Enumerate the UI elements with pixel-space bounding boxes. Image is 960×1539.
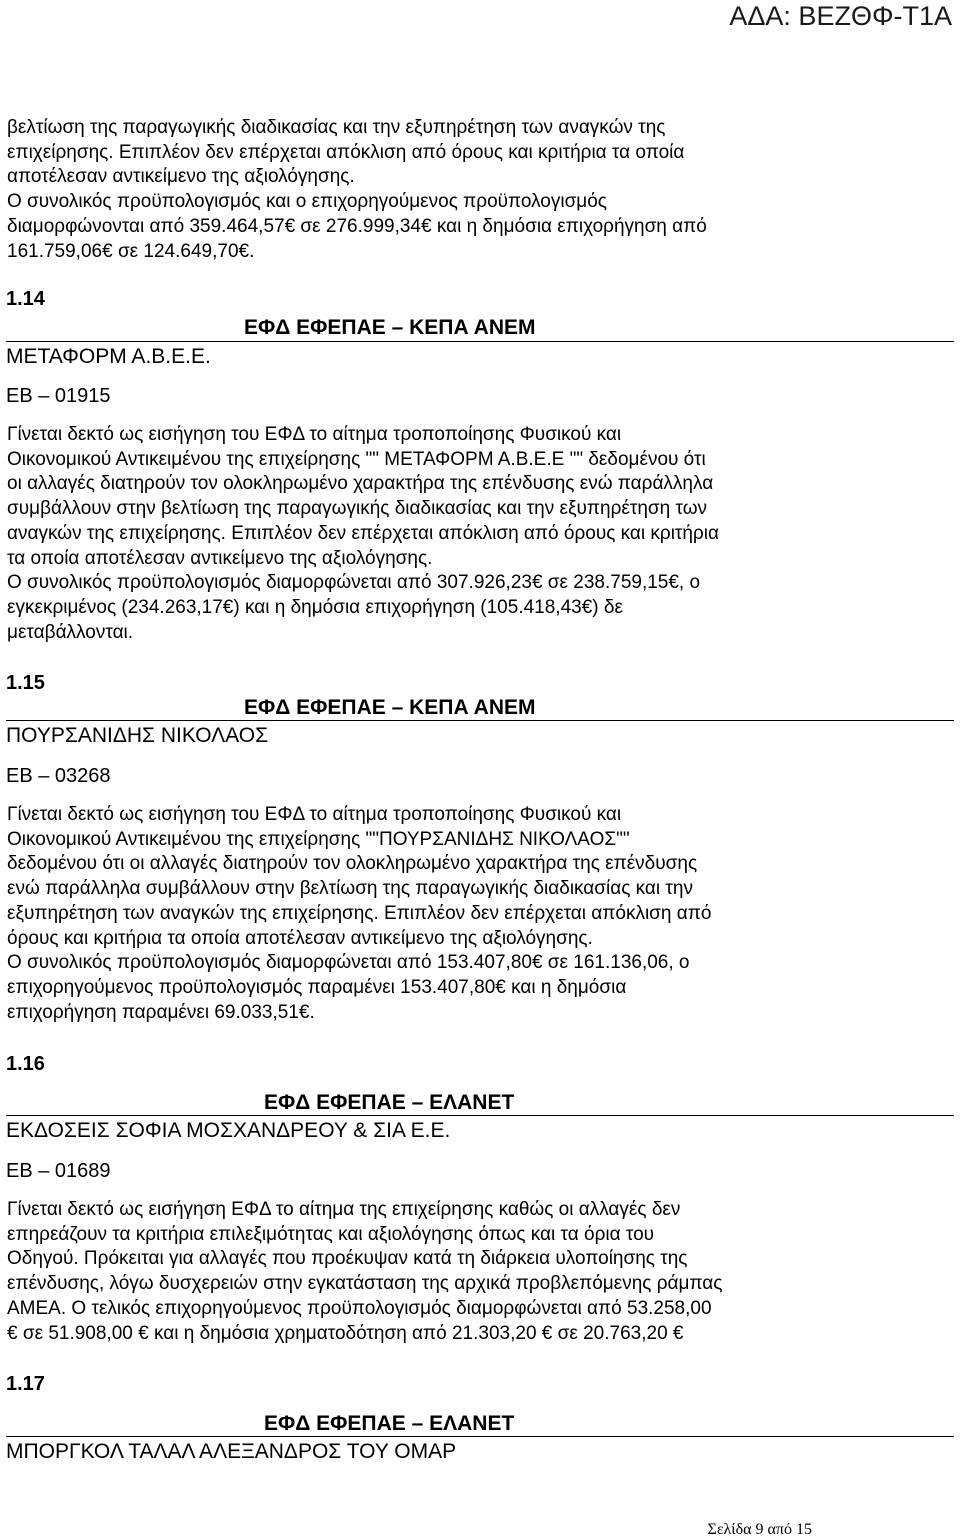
section-divider bbox=[6, 1115, 954, 1116]
text-line: Οικονομικού Αντικειμένου της επιχείρησης ""ΠΟΥΡΣΑΝΙΔΗΣ ΝΙΚΟΛΑΟΣ"" bbox=[7, 828, 630, 850]
text-line: Ο συνολικός προϋπολογισμός διαμορφώνεται από 307.926,23€ σε 238.759,15€, ο bbox=[7, 572, 701, 594]
text-line: Ο συνολικός προϋπολογισμός και ο επιχορηγούμενος προϋπολογισμός bbox=[7, 191, 607, 213]
section-divider bbox=[6, 720, 954, 721]
text-line: συμβάλλουν στην βελτίωση της παραγωγικής διαδικασίας και την εξυπηρέτηση των bbox=[7, 498, 708, 520]
section-heading-text: ΕΦΔ ΕΦΕΠΑΕ – ΚΕΠΑ ΑΝΕΜ bbox=[244, 696, 536, 719]
company-name: ΜΕΤΑΦΟΡΜ Α.Β.Ε.Ε. bbox=[6, 345, 211, 368]
section-number: 1.17 bbox=[6, 1373, 45, 1395]
section-divider bbox=[6, 1436, 954, 1437]
text-line: οι αλλαγές διατηρούν τον ολοκληρωμένο χαρακτήρα της επένδυσης ενώ παράλληλα bbox=[7, 473, 714, 495]
text-line: όρους και κριτήρια τα οποία αποτέλεσαν αντικείμενο της αξιολόγησης. bbox=[7, 927, 593, 949]
text-line: εξυπηρέτηση των αναγκών της επιχείρησης. Επιπλέον δεν επέρχεται απόκλιση από bbox=[7, 902, 712, 924]
section-number: 1.15 bbox=[6, 672, 45, 694]
text-line: δεδομένου ότι οι αλλαγές διατηρούν τον ολοκληρωμένο χαρακτήρα της επένδυσης bbox=[7, 853, 698, 875]
text-line: αναγκών της επιχείρησης. Επιπλέον δεν επέρχεται απόκλιση από όρους και κριτήρια bbox=[7, 522, 720, 544]
text-line: επιχείρησης. Επιπλέον δεν επέρχεται απόκλιση από όρους και κριτήρια τα οποία bbox=[7, 141, 685, 163]
section-number: 1.16 bbox=[6, 1053, 45, 1075]
text-line: επένδυσης, λόγω δυσχερειών στην εγκατάσταση της αρχικά προβλεπόμενης ράμπας bbox=[7, 1273, 723, 1295]
text-line: Ο συνολικός προϋπολογισμός διαμορφώνεται από 153.407,80€ σε 161.136,06, ο bbox=[7, 952, 690, 974]
page-number: Σελίδα 9 από 15 bbox=[707, 1521, 812, 1538]
text-line: € σε 51.908,00 € και η δημόσια χρηματοδότηση από 21.303,20 € σε 20.763,20 € bbox=[7, 1322, 684, 1344]
intro-paragraph bbox=[7, 116, 947, 264]
text-line: επιχορήγηση παραμένει 69.033,51€. bbox=[7, 1001, 315, 1023]
text-line: εγκεκριμένος (234.263,17€) και η δημόσια επιχορήγηση (105.418,43€) δε bbox=[7, 596, 623, 618]
project-code: ΕΒ – 03268 bbox=[6, 765, 111, 787]
text-line: ΑΜΕΑ. Ο τελικός επιχορηγούμενος προϋπολογισμός διαμορφώνεται από 53.258,00 bbox=[7, 1297, 712, 1319]
text-line: επιχορηγούμενος προϋπολογισμός παραμένει 153.407,80€ και η δημόσια bbox=[7, 976, 627, 998]
ada-code: ΑΔΑ: ΒΕΖΘΦ-Τ1Α bbox=[729, 1, 952, 31]
text-line: τα οποία αποτέλεσαν αντικείμενο της αξιολόγησης. bbox=[7, 547, 433, 569]
text-line: μεταβάλλονται. bbox=[7, 621, 134, 643]
text-line: επηρεάζουν τα κριτήρια επιλεξιμότητας και αξιολόγησης όπως και τα όρια του bbox=[7, 1223, 655, 1245]
text-line: Οδηγού. Πρόκειται για αλλαγές που προέκυψαν κατά τη διάρκεια υλοποίησης της bbox=[7, 1248, 688, 1270]
section-body bbox=[7, 803, 947, 1025]
text-line: Γίνεται δεκτό ως εισήγηση του ΕΦΔ το αίτημα τροποποίησης Φυσικού και bbox=[7, 804, 622, 825]
text-line: Γίνεται δεκτό ως εισήγηση ΕΦΔ το αίτημα της επιχείρησης καθώς οι αλλαγές δεν bbox=[7, 1199, 681, 1220]
company-name: ΜΠΟΡΓΚΟΛ ΤΑΛΑΛ ΑΛΕΞΑΝΔΡΟΣ ΤΟΥ ΟΜΑΡ bbox=[6, 1440, 457, 1463]
section-heading-text: ΕΦΔ ΕΦΕΠΑΕ – ΚΕΠΑ ΑΝΕΜ bbox=[244, 316, 536, 339]
text-line: βελτίωση της παραγωγικής διαδικασίας και την εξυπηρέτηση των αναγκών της bbox=[7, 117, 666, 138]
section-body bbox=[7, 423, 947, 645]
text-line: Οικονομικού Αντικειμένου της επιχείρησης "" ΜΕΤΑΦΟΡΜ Α.Β.Ε.Ε "" δεδομένου ότι bbox=[7, 448, 706, 470]
text-line: Γίνεται δεκτό ως εισήγηση του ΕΦΔ το αίτημα τροποποίησης Φυσικού και bbox=[7, 424, 622, 445]
section-body bbox=[7, 1198, 947, 1346]
text-line: ενώ παράλληλα συμβάλλουν στην βελτίωση της παραγωγικής διαδικασίας και την bbox=[7, 878, 693, 900]
project-code: ΕΒ – 01689 bbox=[6, 1160, 111, 1182]
section-heading-text: ΕΦΔ ΕΦΕΠΑΕ – ΕΛΑΝΕΤ bbox=[264, 1091, 515, 1114]
company-name: ΠΟΥΡΣΑΝΙΔΗΣ ΝΙΚΟΛΑΟΣ bbox=[6, 724, 269, 747]
company-name: ΕΚΔΟΣΕΙΣ ΣΟΦΙΑ ΜΟΣΧΑΝΔΡΕΟΥ & ΣΙΑ Ε.Ε. bbox=[6, 1119, 451, 1142]
section-divider bbox=[6, 341, 954, 342]
section-number: 1.14 bbox=[6, 288, 45, 310]
text-line: διαμορφώνονται από 359.464,57€ σε 276.999,34€ και η δημόσια επιχορήγηση από bbox=[7, 215, 707, 237]
section-heading-text: ΕΦΔ ΕΦΕΠΑΕ – ΕΛΑΝΕΤ bbox=[264, 1412, 515, 1435]
text-line: αποτέλεσαν αντικείμενο της αξιολόγησης. bbox=[7, 166, 355, 188]
text-line: 161.759,06€ σε 124.649,70€. bbox=[7, 240, 255, 262]
project-code: ΕΒ – 01915 bbox=[6, 385, 111, 407]
